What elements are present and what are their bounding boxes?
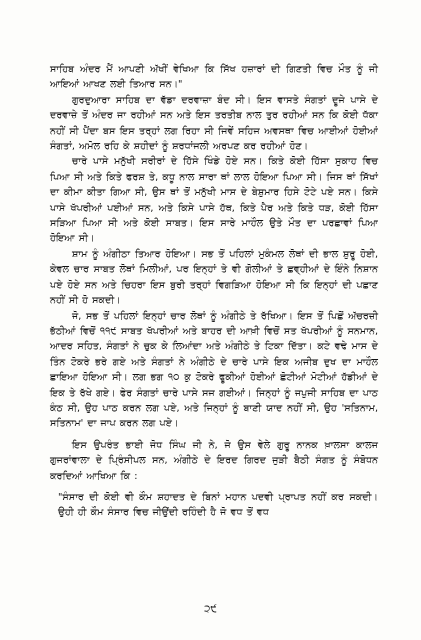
paragraph-2: ਗੁਰਦੁਆਰਾ ਸਾਹਿਬ ਦਾ ਵੱਡਾ ਦਰਵਾਜ਼ਾ ਬੰਦ ਸੀ। ਇਸ ਵਾਸਤੇ ਸੰਗਤਾਂ ਦੂਜੇ ਪਾਸੇ ਦੇ ਦਰਵਾਜ਼ੇ ਤੋਂ ਅੰਦਰ ਜਾ ਰਹੀਆਂ ਸਨ ਅਤੇ ਇਸ ਤਰਤੀਬ ਨਾਲ ਤੁਰ ਰਹੀਆਂ ਸਨ ਕਿ ਕੋਈ ਧੱਕਾ ਨਹੀਂ ਸੀ ਪੈਂਦਾ ਬਸ ਇਸ ਤਰ੍ਹਾਂ ਲਗ ਰਿਹਾ ਸੀ ਜਿਵੇਂ ਸਹਿਜ ਅਵਸਥਾ ਵਿਚ ਆਈਆਂ ਹੋਈਆਂ ਸੰਗਤਾਂ, ਅਮੋਲ ਰਹਿ ਕੇ ਸ਼ਹੀਦਾਂ ਨੂੰ ਸ਼ਰਧਾਂਜਲੀ ਅਰਪਣ ਕਰ ਰਹੀਆਂ ਹੋਣ। — [50, 94, 378, 153]
body-text — [50, 62, 378, 521]
paragraph-3: ਚਾਰੇ ਪਾਸੇ ਮਨੁੱਖੀ ਸਰੀਰਾਂ ਦੇ ਹਿੱਸੇ ਖਿੰਡੇ ਹੋਏ ਸਨ। ਕਿਤੇ ਕੋਈ ਹਿੱਸਾ ਸੁਕਾਹ ਵਿਚ ਪਿਆ ਸੀ ਅਤੇ ਕਿਤੇ ਫਰਸ਼ ਤੇ, ਕਧੂ ਨਾਲ ਸਾਰਾ ਥਾਂ ਲਾਲ ਹੋਇਆ ਪਿਆ ਸੀ। ਜਿਸ ਥਾਂ ਸਿੱਖਾਂ ਦਾ ਕੀਮਾ ਕੀਤਾ ਗਿਆ ਸੀ, ਉਸ ਥਾਂ ਤੋਂ ਮਨੁੱਖੀ ਮਾਸ ਦੇ ਬੇਸ਼ੁਮਾਰ ਹਿਸੇ ਟੋਟੇ ਪਏ ਸਨ। ਕਿਸੇ ਪਾਸੇ ਖੱਪਰੀਆਂ ਪਈਆਂ ਸਨ, ਅਤੇ ਕਿਸੇ ਪਾਸੇ ਹੱਥ, ਕਿਤੇ ਪੈਰ ਅਤੇ ਕਿਤੇ ਧੜ, ਕੋਈ ਹਿੱਸਾ ਸੜਿਆ ਪਿਆ ਸੀ ਅਤੇ ਕੋਈ ਸਾਬਤ। ਇਸ ਸਾਰੇ ਮਾਹੌਲ ਉਤੇ ਮੌਤ ਦਾ ਪਰਛਾਵਾਂ ਪਿਆ ਹੋਇਆ ਸੀ। — [50, 156, 378, 245]
block-quote: "ਸੰਸਾਰ ਦੀ ਕੋਈ ਵੀ ਕੌਮ ਸ਼ਹਾਦਤ ਦੇ ਬਿਨਾਂ ਮਹਾਨ ਪਦਵੀ ਪ੍ਰਾਪਤ ਨਹੀਂ ਕਰ ਸਕਦੀ। ਉਹੀ ਹੀ ਕੌਮ ਸੰਸਾਰ ਵਿਚ ਜੀਉਂਦੀ ਰਹਿੰਦੀ ਹੈ ਜੋ ਵਧ ਤੋਂ ਵਧ — [58, 491, 378, 519]
page-number: ੨੯ — [204, 604, 217, 615]
paragraph-1: ਸਾਹਿਬ ਅੰਦਰ ਮੈਂ ਆਪਣੀ ਅੱਖੀਂ ਵੇਖਿਆ ਕਿ ਸਿੱਖ ਹਜ਼ਾਰਾਂ ਦੀ ਗਿਣਤੀ ਵਿਚ ਮੌਤ ਨੂੰ ਜੀ ਆਇਆਂ ਆਖਣ ਲਈ ਤਿਆਰ ਸਨ।" — [50, 64, 378, 91]
paragraph-4: ਸ਼ਾਮ ਨੂੰ ਅੰਗੀਠਾ ਤਿਆਰ ਹੋਇਆ। ਸਭ ਤੋਂ ਪਹਿਲਾਂ ਮੁਕੰਮਲ ਲੋਥਾਂ ਦੀ ਭਾਲ ਸ਼ੁਰੂ ਹੋਈ, ਕੇਵਲ ਚਾਰ ਸਾਬਤ ਲੋਥਾਂ ਮਿਲੀਆਂ, ਪਰ ਇਨ੍ਹਾਂ ਤੇ ਵੀ ਗੋਲੀਆਂ ਤੇ ਛਵ੍ਹੀਆਂ ਦੇ ਇੰਨੇ ਨਿਸ਼ਾਨ ਪਏ ਹੋਏ ਸਨ ਅਤੇ ਚਿਹਰਾ ਇਸ ਬੁਰੀ ਤਰ੍ਹਾਂ ਵਿਗੜਿਆ ਹੋਇਆ ਸੀ ਕਿ ਇਨ੍ਹਾਂ ਦੀ ਪਛਾਣ ਨਹੀਂ ਸੀ ਹੋ ਸਕਦੀ। — [50, 248, 378, 307]
paragraph-5: ਜੋ, ਸਭ ਤੋਂ ਪਹਿਲਾਂ ਇਨ੍ਹਾਂ ਚਾਰ ਲੋਥਾਂ ਨੂੰ ਅੰਗੀਠੇ ਤੇ ਰੱਖਿਆ। ਇਸ ਤੋਂ ਪਿਛੋਂ ਅੱਚਰਜ਼ੀ ਭੱਠੀਆਂ ਵਿਚੋਂ ੧੧੯ ਸਾਬਤ ਖੱਪਰੀਆਂ ਅਤੇ ਬਾਹਰ ਦੀ ਆਖ਼ੀ ਵਿਚੋਂ ਸਤ ਖੱਪਰੀਆਂ ਨੂੰ ਸਨਮਾਨ, ਆਦਰ ਸਹਿਤ, ਸੰਗਤਾਂ ਨੇ ਚੁਕ ਕੇ ਲਿਆਂਦਾ ਅਤੇ ਅੰਗੀਠੇ ਤੇ ਟਿਕਾ ਦਿੱਤਾ। ਕਟੇ ਵਢੇ ਮਾਸ ਦੇ ਤਿੰਨ ਟੋਕਰੇ ਭਰੇ ਗਏ ਅਤੇ ਸੰਗਤਾਂ ਨੇ ਅੰਗੀਠੇ ਦੇ ਚਾਰੇ ਪਾਸੇ ਇਕ ਅਜੀਬ ਦੁਖ ਦਾ ਮਾਹੌਲ ਛਾਇਆ ਹੋਇਆ ਸੀ। ਲਗ ਭਗ ੧੦ ਕੁ ਟੋਕਰੇ ਫੂਕੀਆਂ ਹੋਈਆਂ ਛੋਟੀਆਂ ਮੋਟੀਆਂ ਹੱਡੀਆਂ ਦੇ ਇਕ ਤੇ ਰੱਖੇ ਗਏ। ਫੇਰ ਸੰਗਤਾਂ ਚਾਰੇ ਪਾਸੇ ਸਜ ਗਈਆਂ। ਜਿਨ੍ਹਾਂ ਨੂੰ ਜਪੁਜੀ ਸਾਹਿਬ ਦਾ ਪਾਠ ਕੰਠ ਸੀ, ਉਹ ਪਾਠ ਕਰਨ ਲਗ ਪਏ, ਅਤੇ ਜਿਨ੍ਹਾਂ ਨੂੰ ਬਾਣੀ ਯਾਦ ਨਹੀਂ ਸੀ, ਉਹ 'ਸਤਿਨਾਮ, ਸਤਿਨਾਮ' ਦਾ ਜਾਪ ਕਰਨ ਲਗ ਪਏ। — [50, 310, 378, 430]
paragraph-6: ਇਸ ਉਪਰੰਤ ਭਾਈ ਜੋਧ ਸਿੰਘ ਜੀ ਨੇ, ਜੋ ਉਸ ਵੇਲੇ ਗੁਰੂ ਨਾਨਕ ਖ਼ਾਲਸਾ ਕਾਲਜ ਗੁਜਰਾਂਵਾਲਾ ਦੇ ਪ੍ਰਿੰਸੀਪਲ ਸਨ, ਅੰਗੀਠੇ ਦੇ ਇਰਦ ਗਿਰਦ ਜੁੜੀ ਬੈਠੀ ਸੰਗਤ ਨੂੰ ਸੰਬੋਧਨ ਕਰਦਿਆਂ ਆਖਿਆ ਕਿ : — [50, 439, 378, 482]
